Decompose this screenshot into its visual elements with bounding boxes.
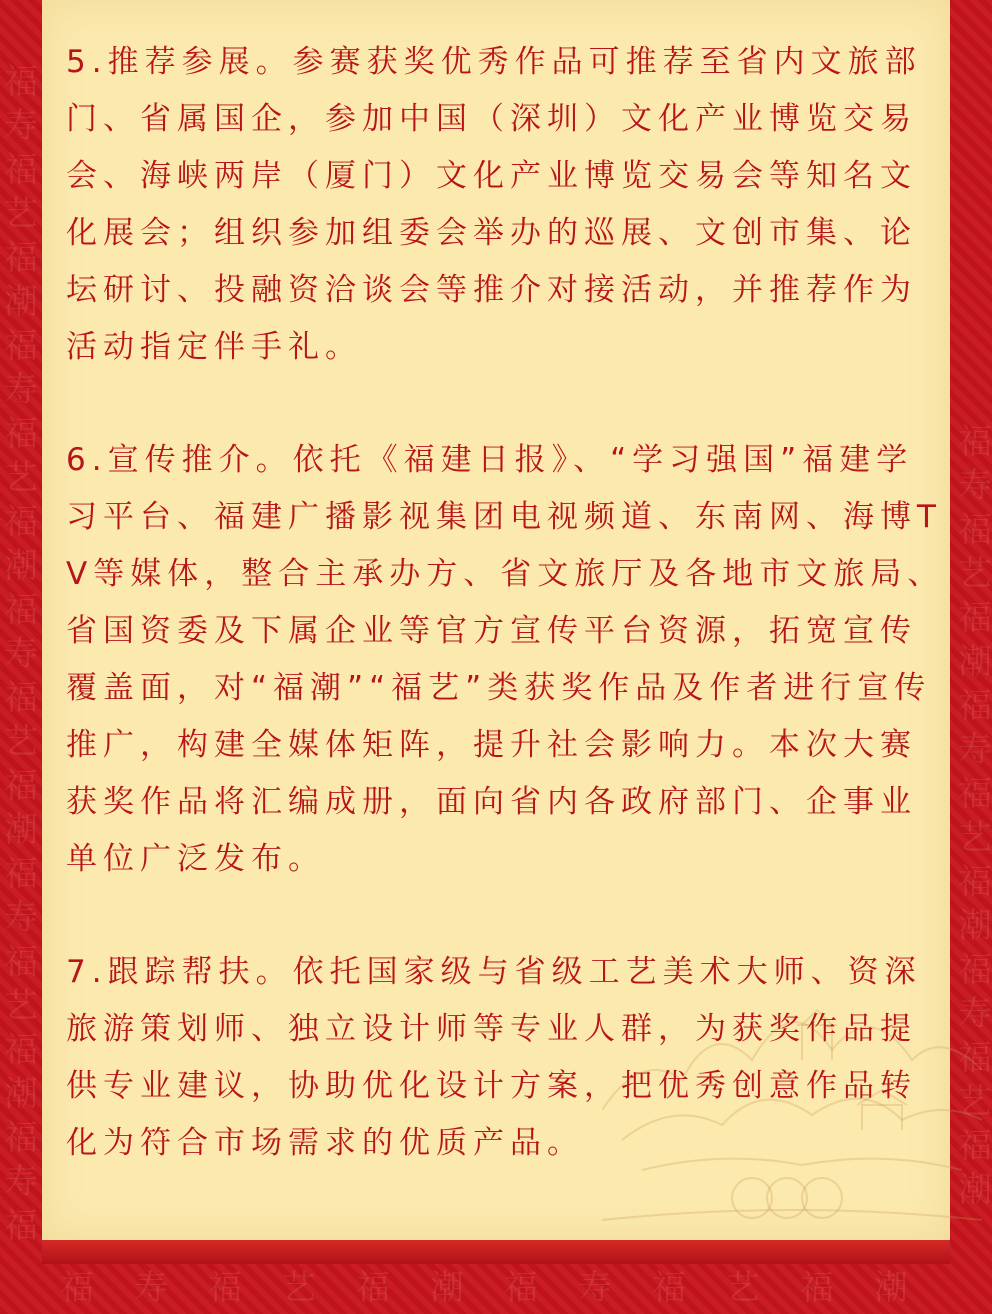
paragraph-publicity-promotion: 6.宣传推介。依托《福建日报》、“学习强国”福建学习平台、福建广播影视集团电视频道、东南网、海博TV等媒体，整合主承办方、省文旅厅及各地市文旅局、省国资委及下属企业等官方宣传平台资源，拓宽宣传覆盖面，对“福潮”“福艺”类获奖作品及作者进行宣传推广，构建全媒体矩阵，提升社会影响力。本次大赛获奖作品将汇编成册，面向省内各政府部门、企事业单位广泛发布。 <box>66 442 945 877</box>
panel-bottom-bar <box>42 1240 950 1264</box>
paragraph-follow-up-support: 7.跟踪帮扶。依托国家级与省级工艺美术大师、资深旅游策划师、独立设计师等专业人群，为获奖作品提供专业建议，协助优化设计方案，把优秀创意作品转化为符合市场需求的优质产品。 <box>66 954 922 1161</box>
body-text <box>66 34 946 1172</box>
border-decoration-right: 福 寿 福 艺 福 潮 福 寿 福 艺 福 潮 福 寿 福 艺 福 潮 <box>958 422 992 1210</box>
paragraph-exhibition-recommendation: 5.推荐参展。参赛获奖优秀作品可推荐至省内文旅部门、省属国企，参加中国（深圳）文化产业博览交易会、海峡两岸（厦门）文化产业博览交易会等知名文化展会；组织参加组委会举办的巡展、文创市集、论坛研讨、投融资洽谈会等推介对接活动，并推荐作为活动指定伴手礼。 <box>66 44 922 365</box>
border-decoration-left: 福 寿 福 艺 福 潮 福 寿 福 艺 福 潮 福 寿 福 艺 福 潮 福 寿 福 艺 福 潮 福 寿 福 <box>4 62 38 1246</box>
border-decoration-bottom: 福寿福艺福潮福寿福艺福潮 <box>60 1268 948 1308</box>
